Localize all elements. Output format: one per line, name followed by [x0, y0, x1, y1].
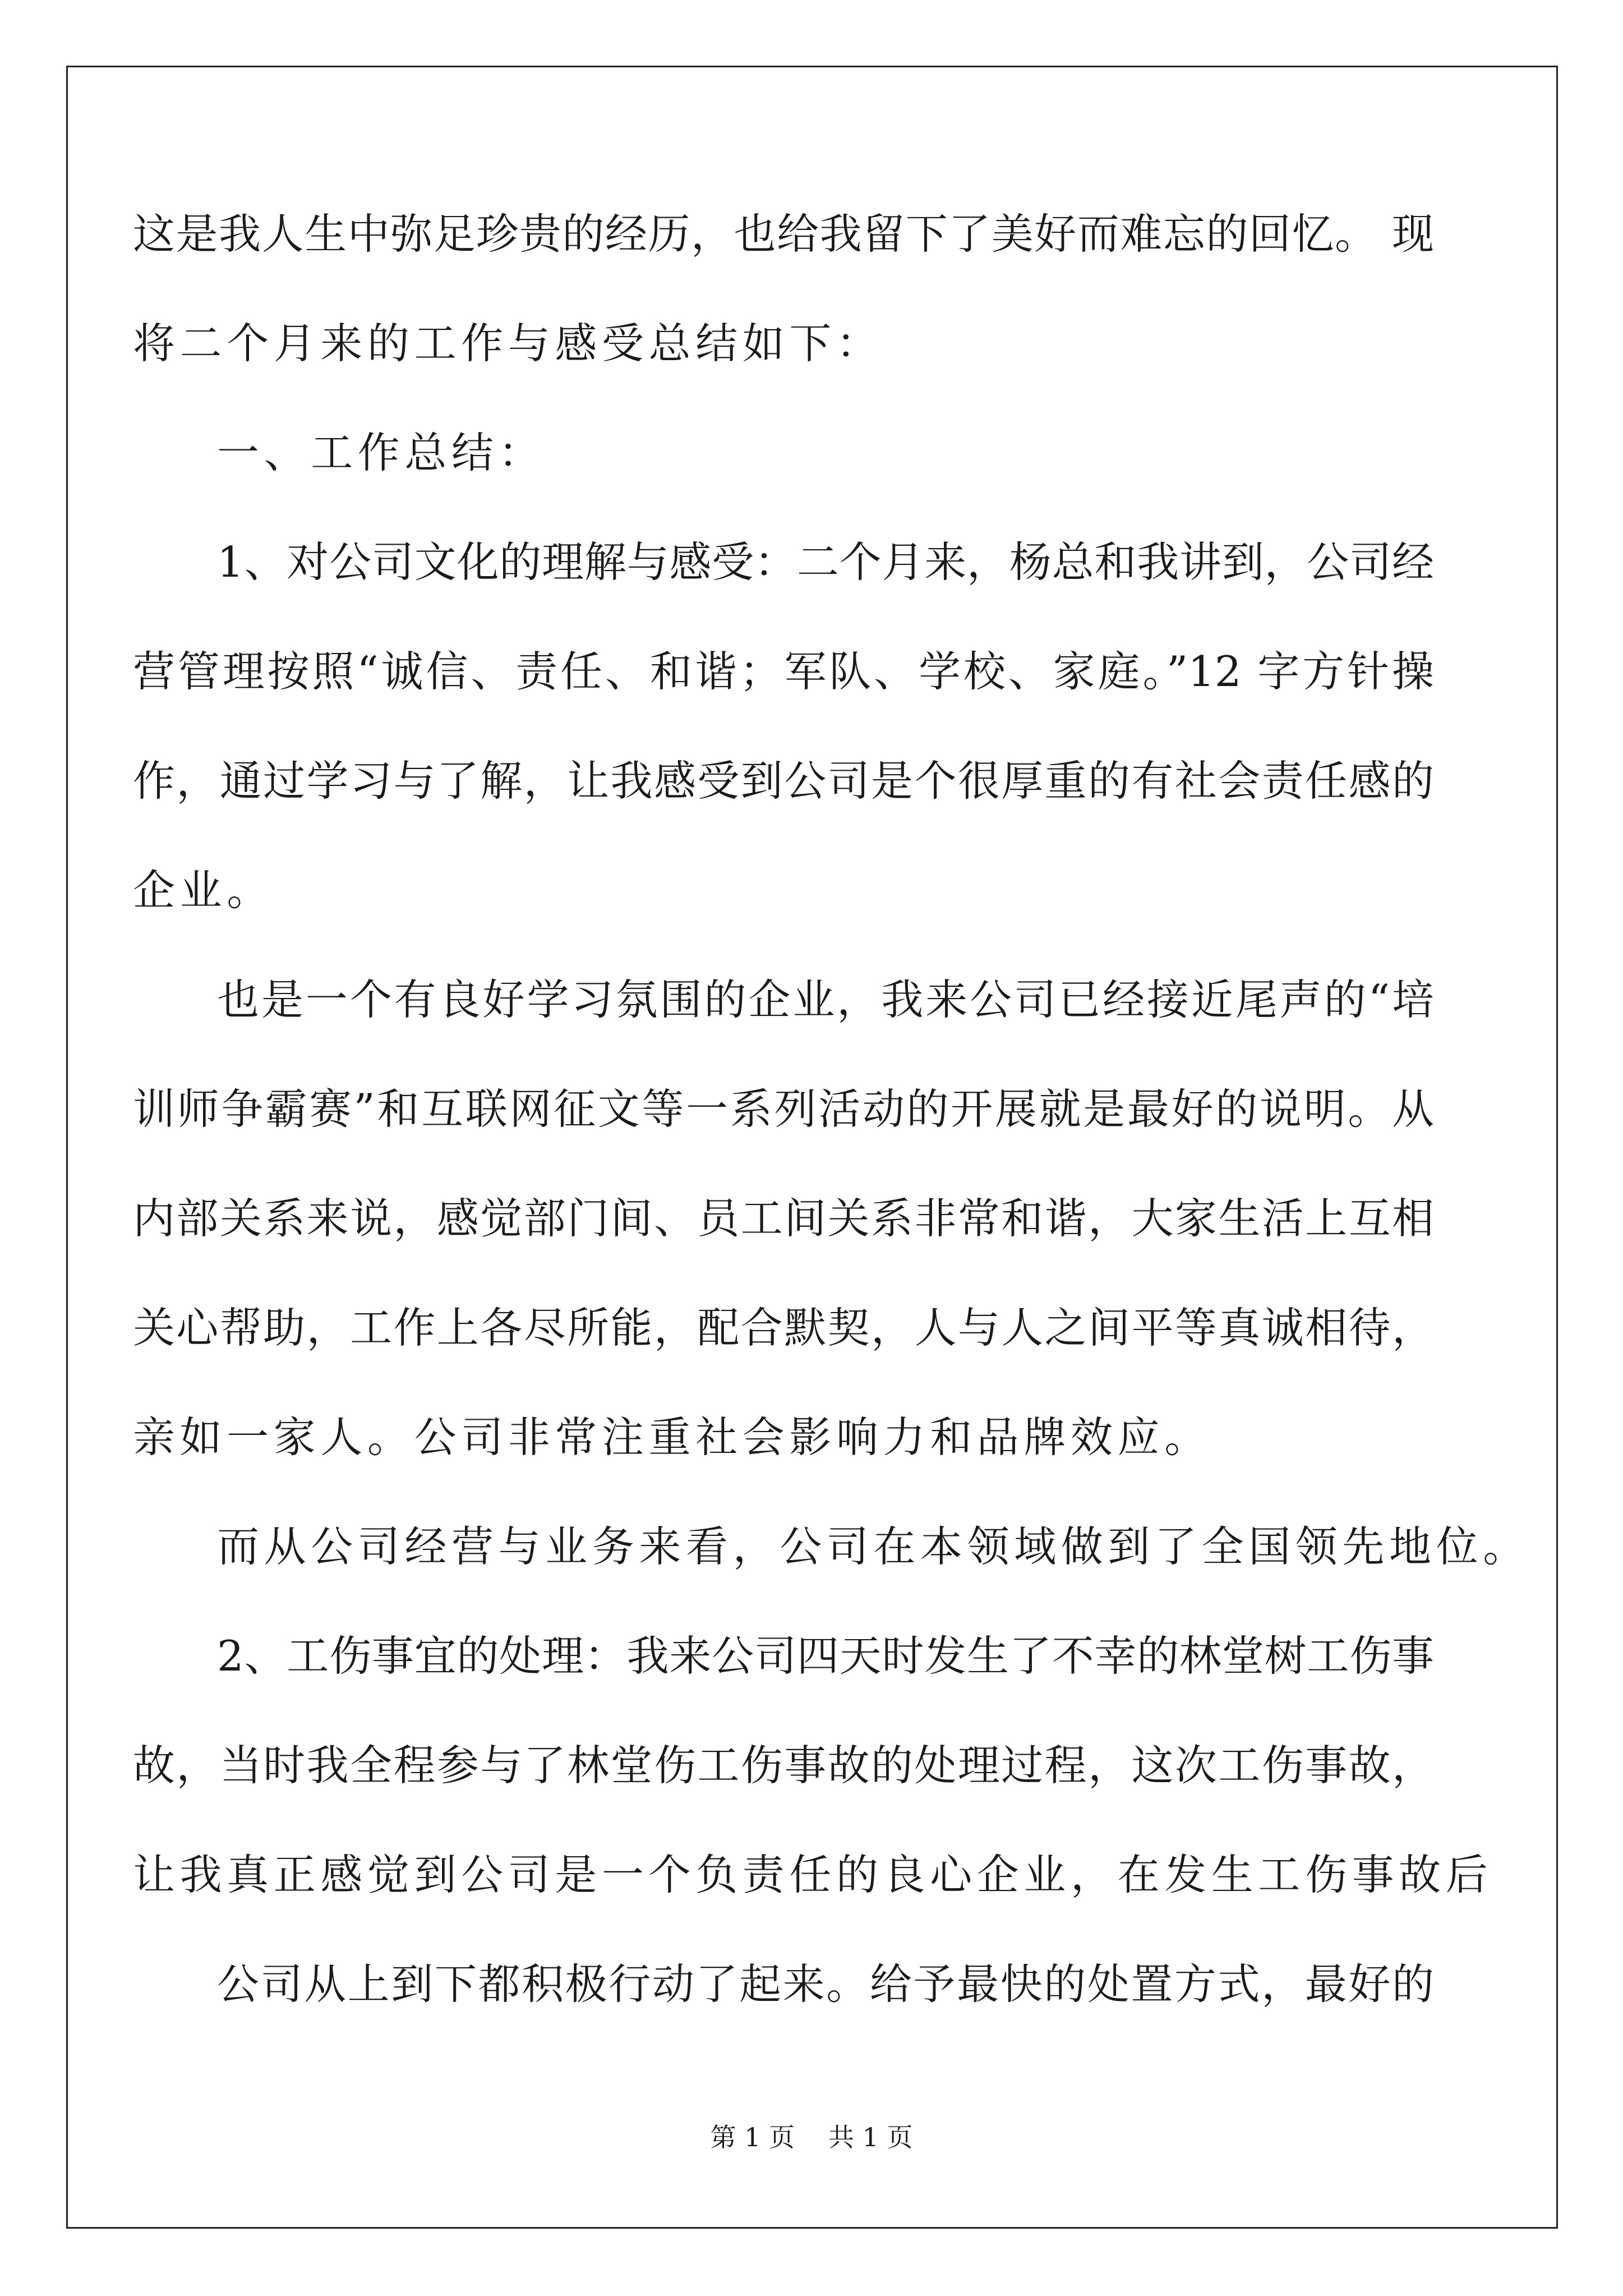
text-line: 关心帮助，工作上各尽所能，配合默契，人与人之间平等真诚相待， — [133, 1303, 1434, 1352]
text-line: 这是我人生中弥足珍贵的经历，也给我留下了美好而难忘的回忆。 现 — [133, 209, 1434, 259]
page-number-current: 第 1 页 — [710, 2122, 795, 2152]
text-line: 训师争霸赛”和互联网征文等一系列活动的开展就是最好的说明。从 — [133, 1084, 1434, 1134]
document-body — [133, 180, 1530, 2039]
text-line: 公司从上到下都积极行动了起来。给予最快的处置方式，最好的 — [217, 1959, 1434, 2009]
text-line: 内部关系来说，感觉部门间、员工间关系非常和谐，大家生活上互相 — [133, 1194, 1434, 1243]
text-line: 营管理按照“诚信、责任、和谐；军队、学校、家庭。”12 字方针操 — [133, 647, 1434, 696]
text-line: 将二个月来的工作与感受总结如下： — [133, 319, 883, 368]
text-line: 让我真正感觉到公司是一个负责任的良心企业，在发生工伤事故后 — [133, 1850, 1493, 1899]
text-line: 也是一个有良好学习氛围的企业，我来公司已经接近尾声的“培 — [217, 975, 1434, 1024]
text-line: 2、工伤事宜的处理：我来公司四天时发生了不幸的林堂树工伤事 — [217, 1631, 1434, 1681]
section-heading: 一、工作总结： — [217, 428, 546, 477]
text-line: 故，当时我全程参与了林堂伤工伤事故的处理过程，这次工伤事故， — [133, 1741, 1434, 1790]
text-line: 而从公司经营与业务来看，公司在本领域做到了全国领先地位。 — [217, 1522, 1530, 1571]
text-line: 企业。 — [133, 866, 274, 915]
text-line: 1、对公司文化的理解与感受：二个月来，杨总和我讲到，公司经 — [217, 537, 1434, 587]
text-line: 亲如一家人。公司非常注重社会影响力和品牌效应。 — [133, 1412, 1211, 1462]
text-line: 作，通过学习与了解，让我感受到公司是个很厚重的有社会责任感的 — [133, 756, 1434, 806]
page-footer — [0, 2120, 1623, 2154]
page-number-total: 共 1 页 — [828, 2122, 913, 2152]
